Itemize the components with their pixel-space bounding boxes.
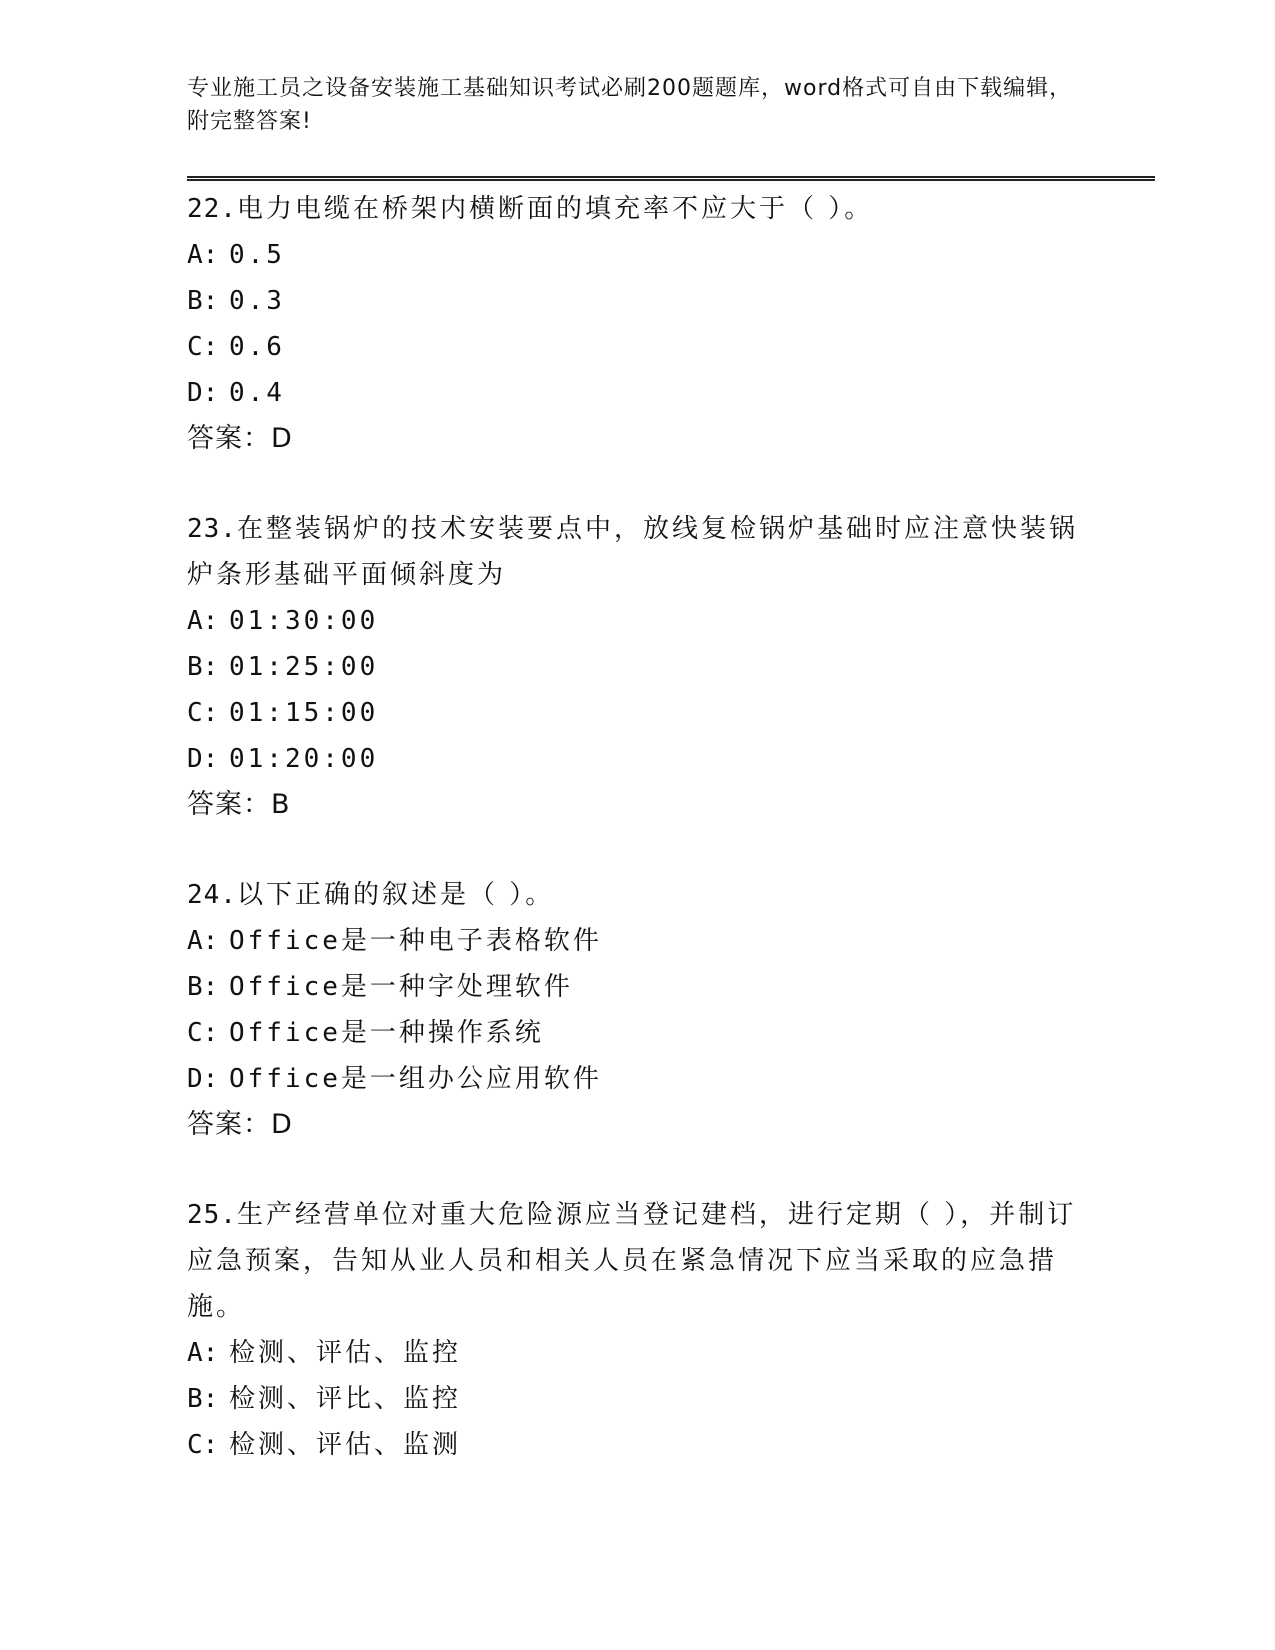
option-a [187,598,1087,644]
option-key: B: [187,286,219,316]
option-key: A: [187,926,219,956]
option-c [187,324,1087,370]
option-key: A: [187,1338,219,1368]
option-text: 0.6 [229,332,285,362]
option-text: Office是一种电子表格软件 [229,926,602,956]
option-d [187,370,1087,416]
option-b [187,278,1087,324]
option-text: 01:30:00 [229,606,379,636]
option-a [187,918,1087,964]
option-key: D: [187,744,219,774]
question-text: 生产经营单位对重大危险源应当登记建档，进行定期（ ），并制订应急预案，告知从业人员和相关人员在紧急情况下应当采取的应急措施。 [187,1200,1077,1322]
question-number: 25. [187,1200,237,1230]
option-text: 检测、评比、监控 [229,1384,462,1414]
option-text: 0.4 [229,378,285,408]
question-22 [187,186,1087,462]
option-key: D: [187,378,219,408]
option-key: A: [187,606,219,636]
option-text: Office是一组办公应用软件 [229,1064,602,1094]
question-23 [187,506,1087,828]
option-a [187,1330,1087,1376]
answer-text: 答案：D [187,423,293,454]
question-text: 在整装锅炉的技术安装要点中，放线复检锅炉基础时应注意快装锅炉条形基础平面倾斜度为 [187,514,1078,590]
question-number: 23. [187,514,237,544]
option-key: B: [187,652,219,682]
question-stem [187,872,1087,918]
option-b [187,964,1087,1010]
question-number: 22. [187,194,237,224]
question-25 [187,1192,1087,1468]
option-text: 0.3 [229,286,285,316]
option-a [187,232,1087,278]
question-list [187,186,1087,1512]
option-key: C: [187,698,219,728]
answer-text: 答案：D [187,1109,293,1140]
option-key: D: [187,1064,219,1094]
option-text: 检测、评估、监控 [229,1338,462,1368]
document-header: 专业施工员之设备安装施工基础知识考试必刷200题题库，word格式可自由下载编辑，附完整答案! [187,76,1073,134]
option-text: Office是一种字处理软件 [229,972,573,1002]
option-d [187,736,1087,782]
question-number: 24. [187,880,237,910]
option-key: C: [187,1430,219,1460]
option-key: A: [187,240,219,270]
option-d [187,1056,1087,1102]
option-text: 01:20:00 [229,744,379,774]
option-c [187,1422,1087,1468]
answer-text: 答案：B [187,789,291,820]
question-24 [187,872,1087,1148]
option-c [187,1010,1087,1056]
question-stem [187,186,1087,232]
option-text: 01:15:00 [229,698,379,728]
option-text: 01:25:00 [229,652,379,682]
header-divider [187,176,1155,181]
question-text: 电力电缆在桥架内横断面的填充率不应大于（ ）。 [236,194,874,224]
option-text: Office是一种操作系统 [229,1018,544,1048]
option-key: C: [187,332,219,362]
option-text: 检测、评估、监测 [229,1430,462,1460]
option-b [187,1376,1087,1422]
option-key: B: [187,972,219,1002]
option-c [187,690,1087,736]
option-text: 0.5 [229,240,285,270]
question-text: 以下正确的叙述是（ ）。 [236,880,555,910]
option-key: C: [187,1018,219,1048]
option-key: B: [187,1384,219,1414]
option-b [187,644,1087,690]
question-stem [187,506,1087,598]
question-stem [187,1192,1087,1330]
